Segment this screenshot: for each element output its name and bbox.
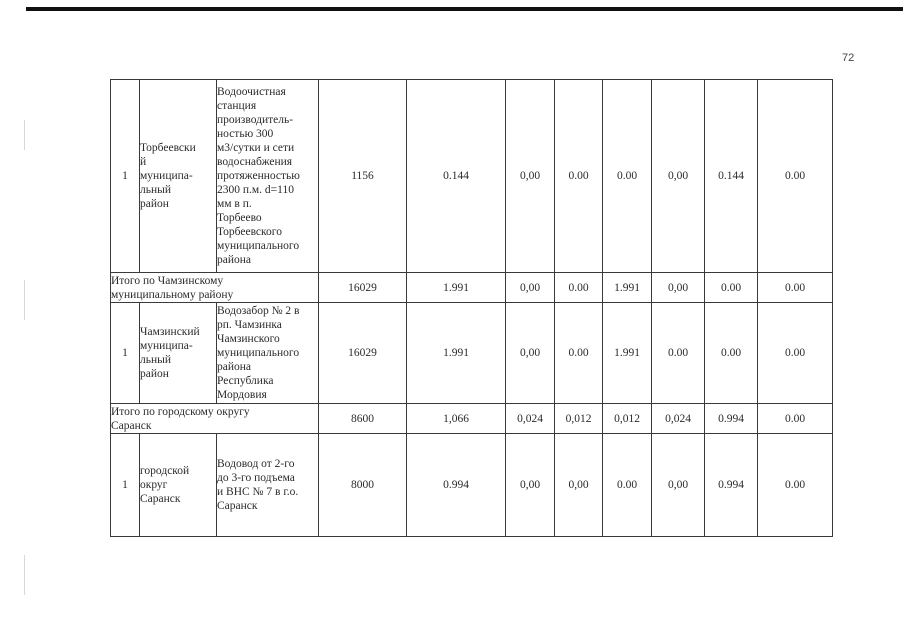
value-cell — [319, 273, 407, 303]
value-cell — [758, 273, 833, 303]
value-cell-text: 1.991 — [443, 281, 469, 294]
value-cell — [555, 404, 603, 434]
value-cell — [506, 434, 555, 537]
value-cell — [652, 303, 705, 404]
row-index-cell-text: 1 — [122, 347, 128, 359]
scan-top-edge — [26, 7, 903, 11]
value-cell — [603, 434, 652, 537]
value-cell-text: 0.00 — [720, 347, 742, 359]
scan-margin-mark — [24, 555, 25, 595]
value-cell — [555, 80, 603, 273]
value-cell-text: 0.00 — [616, 170, 638, 182]
value-cell — [603, 273, 652, 303]
district-cell-text: Чамзинский муниципа- льный район — [140, 326, 200, 380]
value-cell-text: 0,00 — [519, 347, 541, 359]
table-row — [111, 303, 833, 404]
value-cell — [758, 80, 833, 273]
value-cell-text: 0,012 — [565, 412, 592, 425]
value-cell — [407, 404, 506, 434]
value-cell-text: 16029 — [348, 347, 377, 359]
row-index-cell — [111, 303, 140, 404]
object-cell — [217, 434, 319, 537]
value-cell — [758, 434, 833, 537]
value-cell-text: 0,012 — [614, 412, 640, 425]
value-cell — [407, 273, 506, 303]
value-cell-text: 0.00 — [784, 347, 806, 359]
value-cell — [555, 434, 603, 537]
object-cell-text: Водозабор № 2 в рп. Чамзинка Чамзинского муниципального района Республика Мордовия — [217, 305, 300, 401]
value-cell — [652, 273, 705, 303]
table-row — [111, 434, 833, 537]
investment-table — [110, 79, 833, 537]
table-row — [111, 80, 833, 273]
value-cell-text: 0.144 — [443, 170, 469, 182]
value-cell-text: 0.00 — [784, 412, 806, 425]
value-cell-text: 0.994 — [443, 479, 469, 491]
value-cell-text: 1,066 — [443, 412, 469, 425]
district-cell — [140, 80, 217, 273]
value-cell — [506, 80, 555, 273]
value-cell-text: 0,024 — [517, 412, 543, 425]
value-cell — [603, 303, 652, 404]
value-cell-text: 0,00 — [519, 479, 541, 491]
scan-margin-mark — [24, 280, 25, 320]
value-cell-text: 1156 — [351, 170, 374, 182]
district-cell-text: городской округ Саранск — [140, 465, 190, 505]
value-cell — [407, 303, 506, 404]
value-cell — [506, 404, 555, 434]
value-cell-text: 0.00 — [568, 170, 589, 182]
value-cell-text: 1.991 — [443, 347, 469, 359]
value-cell-text: 1.991 — [614, 281, 640, 294]
value-cell-text: 0.00 — [616, 479, 638, 491]
total-label-cell — [111, 404, 319, 434]
value-cell — [555, 273, 603, 303]
row-index-cell — [111, 434, 140, 537]
object-cell — [217, 80, 319, 273]
value-cell — [555, 303, 603, 404]
value-cell — [652, 434, 705, 537]
value-cell-text: 0.00 — [667, 347, 689, 359]
value-cell-text: 0.994 — [718, 412, 744, 425]
value-cell — [319, 404, 407, 434]
value-cell — [603, 404, 652, 434]
value-cell — [407, 434, 506, 537]
value-cell — [603, 80, 652, 273]
value-cell-text: 0,00 — [568, 479, 589, 491]
total-label-cell-text: Итого по Чамзинскому муниципальному району — [111, 274, 234, 301]
district-cell — [140, 303, 217, 404]
value-cell — [319, 303, 407, 404]
value-cell-text: 0,00 — [519, 170, 541, 182]
total-row — [111, 404, 833, 434]
value-cell-text: 0,00 — [667, 281, 689, 294]
district-cell — [140, 434, 217, 537]
value-cell-text: 0.00 — [784, 479, 806, 491]
value-cell-text: 8000 — [351, 479, 374, 491]
value-cell — [705, 303, 758, 404]
value-cell-text: 0.00 — [568, 347, 589, 359]
value-cell-text: 16029 — [348, 281, 377, 294]
row-index-cell-text: 1 — [122, 479, 128, 491]
value-cell-text: 0.994 — [718, 479, 744, 491]
value-cell — [705, 404, 758, 434]
total-label-cell-text: Итого по городскому округу Саранск — [111, 405, 250, 432]
value-cell-text: 0,024 — [665, 412, 691, 425]
total-row — [111, 273, 833, 303]
page-number: 72 — [842, 52, 855, 64]
value-cell-text: 0.00 — [784, 281, 806, 294]
object-cell-text: Водовод от 2-го до 3-го подъема и ВНС № 7 в г.о. Саранск — [217, 458, 299, 512]
value-cell-text: 0.00 — [720, 281, 742, 294]
total-label-cell — [111, 273, 319, 303]
value-cell — [758, 303, 833, 404]
object-cell-text: Водоочистная станция производитель- ностью 300 м3/сутки и сети водоснабжения протяженностью 2300 п.м. d=110 мм в п. Торбеево Торбеевского муниципального района — [217, 86, 300, 266]
value-cell-text: 0.00 — [568, 281, 589, 294]
value-cell-text: 8600 — [351, 412, 374, 425]
value-cell — [319, 80, 407, 273]
value-cell — [407, 80, 506, 273]
value-cell — [758, 404, 833, 434]
value-cell — [319, 434, 407, 537]
value-cell — [705, 80, 758, 273]
value-cell-text: 0.144 — [718, 170, 744, 182]
district-cell-text: Торбеевски й муниципа- льный район — [140, 142, 196, 210]
value-cell — [506, 273, 555, 303]
value-cell-text: 1.991 — [614, 347, 640, 359]
row-index-cell — [111, 80, 140, 273]
row-index-cell-text: 1 — [122, 170, 128, 182]
value-cell-text: 0,00 — [667, 170, 689, 182]
value-cell-text: 0.00 — [784, 170, 806, 182]
value-cell-text: 0,00 — [667, 479, 689, 491]
value-cell — [506, 303, 555, 404]
value-cell — [705, 273, 758, 303]
object-cell — [217, 303, 319, 404]
value-cell — [652, 404, 705, 434]
value-cell — [705, 434, 758, 537]
scan-margin-mark — [24, 120, 25, 150]
value-cell — [652, 80, 705, 273]
value-cell-text: 0,00 — [519, 281, 541, 294]
